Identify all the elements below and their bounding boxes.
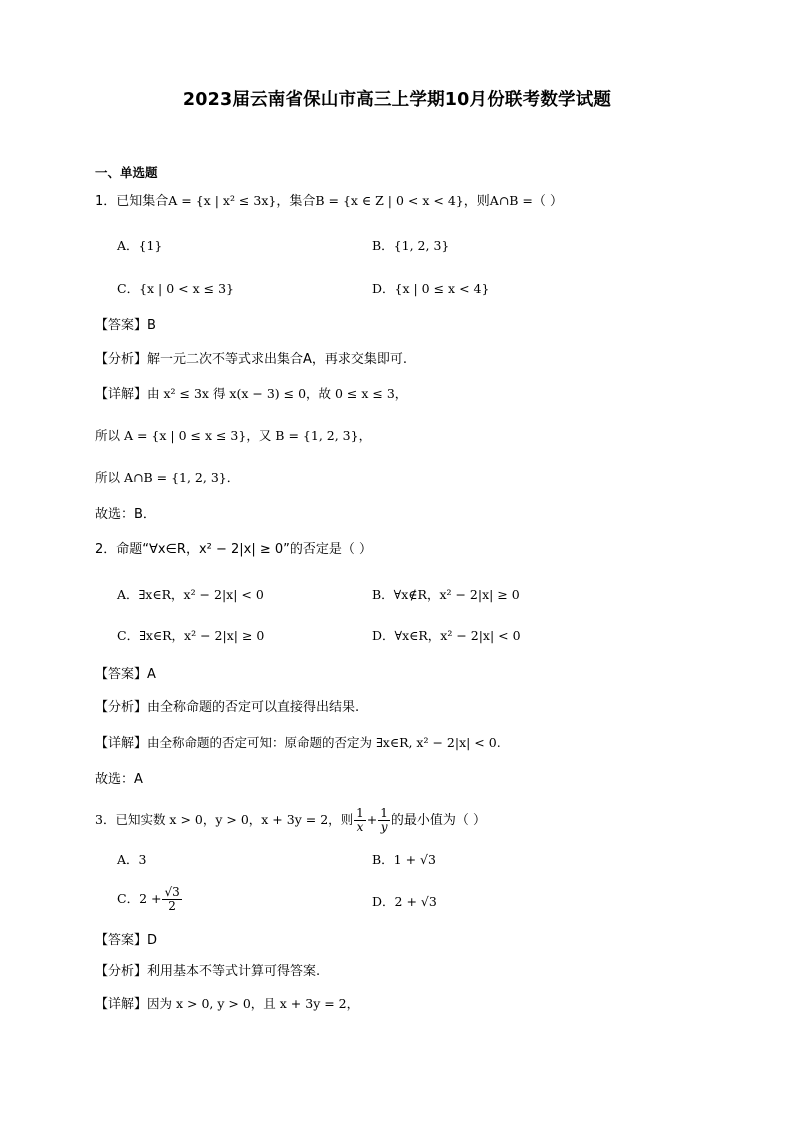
analysis-tag: 【分析】 bbox=[95, 700, 148, 715]
q1-option-a: A．{1} bbox=[117, 238, 163, 253]
q1-detail-2: 所以 A = {x | 0 ≤ x ≤ 3}，又 B = {1, 2, 3}， bbox=[95, 428, 372, 443]
q1-stem-c: ，则 bbox=[463, 194, 490, 209]
q3-fraction-1-over-x: $\frac{1}{x}$ bbox=[356, 806, 364, 834]
q3-detail-text: 因为 x > 0, y > 0，且 x + 3y = 2， bbox=[147, 996, 360, 1011]
q2-option-b: B．∀x∉R，x² − 2|x| ≥ 0 bbox=[372, 587, 520, 602]
detail-tag: 【详解】 bbox=[95, 997, 148, 1012]
q1-detail-1 bbox=[95, 385, 407, 404]
q2-option-d: D．∀x∈R，x² − 2|x| < 0 bbox=[372, 628, 521, 643]
question-2-stem: 2．命题“∀x∈R，x² − 2|x| ≥ 0”的否定是（ ） bbox=[95, 542, 373, 557]
q3-stem-b: 的最小值为（ ） bbox=[390, 813, 487, 828]
answer-tag: 【答案】 bbox=[95, 318, 148, 333]
q1-set-a: A = {x | x² ≤ 3x} bbox=[168, 193, 277, 208]
q2-option-c: C．∃x∈R，x² − 2|x| ≥ 0 bbox=[117, 628, 265, 643]
q3-option-d: D．2 + √3 bbox=[372, 894, 437, 909]
q3-option-a: A．3 bbox=[117, 852, 147, 867]
q2-analysis bbox=[95, 699, 359, 717]
q1-option-b: B．{1, 2, 3} bbox=[372, 238, 450, 253]
q1-analysis bbox=[95, 351, 407, 369]
q1-option-d: D．{x | 0 ≤ x < 4} bbox=[372, 281, 490, 296]
q3-option-c-prefix: C．2 + bbox=[117, 891, 162, 906]
q1-set-b: B = {x ∈ Z | 0 < x < 4} bbox=[315, 193, 464, 208]
q3-stem-a: 3．已知实数 x > 0，y > 0，x + 3y = 2，则 bbox=[95, 812, 354, 827]
q3-detail bbox=[95, 995, 359, 1014]
q2-choose: 故选：A bbox=[95, 772, 143, 787]
q3-option-c-fraction: $\frac{√3}{2}$ bbox=[164, 885, 180, 913]
q2-answer-value: A bbox=[147, 667, 156, 682]
q1-answer bbox=[95, 317, 156, 335]
analysis-tag: 【分析】 bbox=[95, 352, 148, 367]
q1-choose: 故选：B． bbox=[95, 507, 156, 522]
q2-detail bbox=[95, 734, 501, 753]
detail-tag: 【详解】 bbox=[95, 736, 148, 751]
q1-option-c: C．{x | 0 < x ≤ 3} bbox=[117, 281, 234, 296]
section-heading: 一、单选题 bbox=[95, 165, 158, 180]
analysis-tag: 【分析】 bbox=[95, 964, 148, 979]
q3-analysis-text: 利用基本不等式计算可得答案. bbox=[147, 964, 321, 979]
q3-option-c bbox=[117, 886, 183, 913]
q3-answer-value: D bbox=[147, 933, 158, 948]
q1-stem-b: ，集合 bbox=[276, 194, 316, 209]
q2-option-a: A．∃x∈R，x² − 2|x| < 0 bbox=[117, 587, 264, 602]
question-1-stem bbox=[95, 192, 563, 211]
q1-analysis-text: 解一元二次不等式求出集合A，再求交集即可. bbox=[147, 352, 408, 367]
q1-answer-value: B bbox=[147, 318, 156, 333]
answer-tag: 【答案】 bbox=[95, 933, 148, 948]
q3-answer bbox=[95, 932, 157, 950]
q1-detail-3: 所以 A∩B = {1, 2, 3}． bbox=[95, 470, 240, 485]
q1-expression: A∩B = bbox=[489, 193, 533, 208]
detail-tag: 【详解】 bbox=[95, 387, 148, 402]
q2-analysis-text: 由全称命题的否定可以直接得出结果. bbox=[147, 700, 360, 715]
q2-answer bbox=[95, 666, 156, 684]
q3-fraction-1-over-y: $\frac{1}{y}$ bbox=[380, 806, 388, 834]
q1-stem-a: 1．已知集合 bbox=[95, 194, 169, 209]
q1-detail-text-1: 由 x² ≤ 3x 得 x(x − 3) ≤ 0，故 0 ≤ x ≤ 3， bbox=[147, 386, 408, 401]
answer-tag: 【答案】 bbox=[95, 667, 148, 682]
q3-option-b: B．1 + √3 bbox=[372, 852, 436, 867]
page-title: 2023届云南省保山市高三上学期10月份联考数学试题 bbox=[182, 90, 612, 110]
q3-plus: + bbox=[366, 812, 378, 827]
q3-analysis bbox=[95, 963, 320, 981]
question-3-stem bbox=[95, 807, 486, 834]
q1-paren: （ ） bbox=[532, 194, 564, 209]
q2-detail-text: 由全称命题的否定可知：原命题的否定为 ∃x∈R, x² − 2|x| < 0. bbox=[147, 735, 501, 750]
